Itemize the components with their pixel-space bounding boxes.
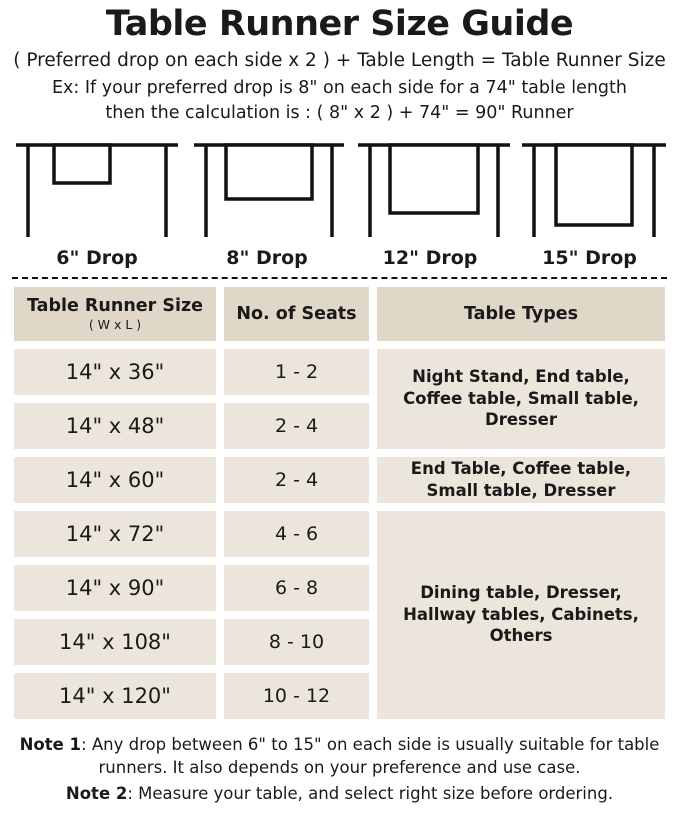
example-line-1: Ex: If your preferred drop is 8" on each side for a 74" table length (51, 77, 627, 98)
table-row: 14" x 90" (14, 565, 216, 611)
page-title: Table Runner Size Guide (105, 4, 574, 44)
drop-label-6: 6" Drop (56, 246, 138, 269)
header-table-types-label: Table Types (463, 303, 579, 324)
note-1 (16, 733, 663, 780)
column-seats (224, 287, 369, 727)
drop-label-row (10, 247, 669, 269)
example-line-2: then the calculation is : ( 8" x 2 ) + 74" = 90" Runner (105, 103, 574, 124)
note-2 (16, 782, 663, 805)
drop-label-12: 12" Drop (382, 246, 478, 269)
table-row: 1 - 2 (224, 349, 369, 395)
table-row: 6 - 8 (224, 565, 369, 611)
section-divider (12, 277, 667, 279)
column-table-types (377, 287, 665, 727)
table-row: 4 - 6 (224, 511, 369, 557)
table-row: 10 - 12 (224, 673, 369, 719)
drop-diagram (10, 137, 669, 277)
table-row: End Table, Coffee table, Small table, Dresser (377, 457, 665, 503)
header-runner-size-label: Table Runner Size (26, 295, 204, 316)
drop-label-15: 15" Drop (542, 246, 637, 269)
header-seats (224, 287, 369, 341)
table-row: Night Stand, End table, Coffee table, Small table, Dresser (377, 349, 665, 449)
table-row: 8 - 10 (224, 619, 369, 665)
table-row: 14" x 72" (14, 511, 216, 557)
header-runner-size (14, 287, 216, 341)
table-row: 2 - 4 (224, 403, 369, 449)
table-row: 14" x 48" (14, 403, 216, 449)
table-row: 14" x 120" (14, 673, 216, 719)
note-1-label: Note 1 (19, 734, 82, 754)
note-2-label: Note 2 (65, 784, 128, 804)
infographic-page (0, 5, 679, 826)
drop-diagram-svg (10, 137, 669, 245)
table-row: Dining table, Dresser, Hallway tables, Cabinets, Others (377, 511, 665, 719)
table-row: 14" x 60" (14, 457, 216, 503)
table-row: 2 - 4 (224, 457, 369, 503)
note-1-text: : Any drop between 6" to 15" on each side is usually suitable for table runners. It also depends on your preference and use case. (81, 734, 660, 777)
header-table-types (377, 287, 665, 341)
header-seats-label: No. of Seats (236, 303, 357, 324)
formula-line: ( Preferred drop on each side x 2 ) + Table Length = Table Runner Size (13, 49, 666, 71)
notes-section (10, 733, 669, 806)
table-row: 14" x 108" (14, 619, 216, 665)
size-table (10, 287, 669, 727)
header-runner-size-sub: ( W x L ) (88, 316, 142, 332)
table-row: 14" x 36" (14, 349, 216, 395)
column-runner-size (14, 287, 216, 727)
note-2-text: : Measure your table, and select right size before ordering. (127, 784, 614, 804)
drop-label-8: 8" Drop (226, 246, 308, 269)
